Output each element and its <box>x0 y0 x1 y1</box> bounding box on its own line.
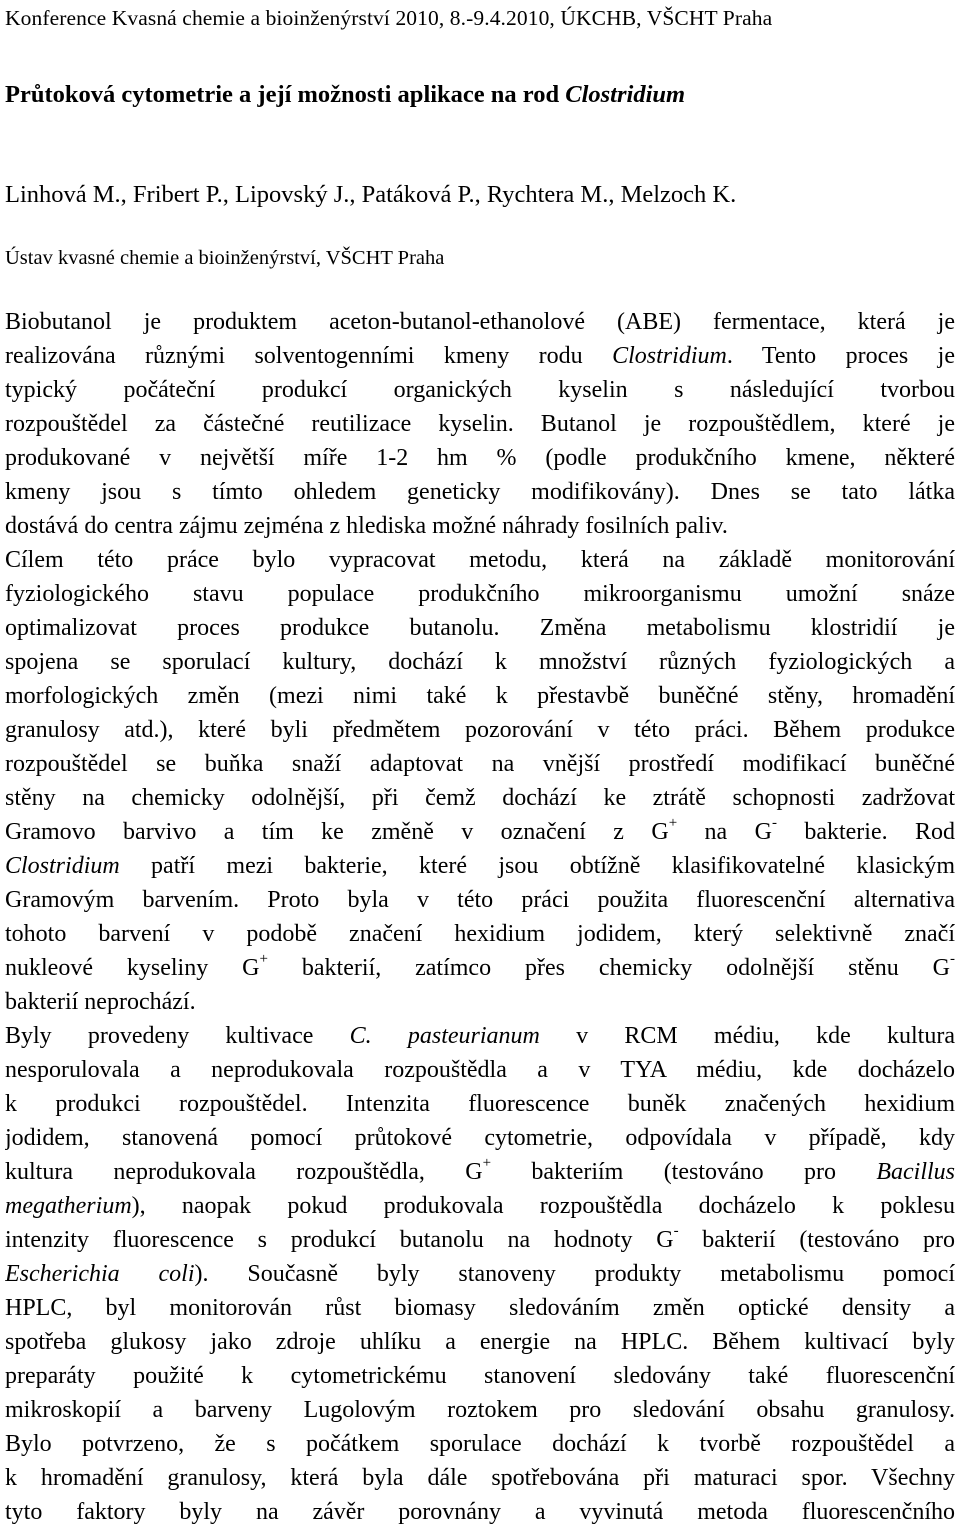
title-genus: Clostridium <box>565 81 686 108</box>
text-line: Cílem této práce bylo vypracovat metodu, která na základě monitorování <box>5 547 955 573</box>
text-line: megatherium), naopak pokud produkovala rozpouštědla docházelo k poklesu <box>5 1193 955 1219</box>
text-line: Clostridium patří mezi bakterie, které jsou obtížně klasifikovatelné klasickým <box>5 853 955 879</box>
text-line: Escherichia coli). Současně byly stanoveny produkty metabolismu pomocí <box>5 1261 955 1287</box>
text-line: fyziologického stavu populace produkčního mikroorganismu umožní snáze <box>5 581 955 607</box>
title-text: Průtoková cytometrie a její možnosti aplikace na rod <box>5 81 566 108</box>
text-line: k hromadění granulosy, která byla dále spotřebována při maturaci spor. Všechny <box>5 1465 955 1491</box>
author-list: Linhová M., Fribert P., Lipovský J., Patáková P., Rychtera M., Melzoch K. <box>5 181 737 208</box>
species-name: Escherichia coli <box>5 1261 195 1287</box>
text-line: HPLC, byl monitorován růst biomasy sledováním změn optické density a <box>5 1295 955 1321</box>
genus-name: Clostridium <box>612 343 727 369</box>
text-line: spotřeba glukosy jako zdroje uhlíku a energie na HPLC. Během kultivací byly <box>5 1329 955 1355</box>
text-line: realizována různými solventogenními kmeny rodu Clostridium. Tento proces je <box>5 343 955 369</box>
text-line: Bylo potvrzeno, že s počátkem sporulace dochází k tvorbě rozpouštědel a <box>5 1431 955 1457</box>
text-line: dostává do centra zájmu zejména z hlediska možné náhrady fosilních paliv. <box>5 513 728 539</box>
text-line: morfologických změn (mezi nimi také k přestavbě buněčné stěny, hromadění <box>5 683 955 709</box>
text-line: granulosy atd.), které byli předmětem pozorování v této práci. Během produkce <box>5 717 955 743</box>
text-line: tyto faktory byly na závěr porovnány a vyvinutá metoda fluorescenčního <box>5 1499 955 1525</box>
text-line: tohoto barvení v podobě značení hexidium jodidem, který selektivně značí <box>5 921 955 947</box>
text-line: bakterií neprochází. <box>5 989 196 1015</box>
text-line: Gramovo barvivo a tím ke změně v označení z G+ na G- bakterie. Rod <box>5 815 955 845</box>
text-line: produkované v největší míře 1-2 hm % (podle produkčního kmene, některé <box>5 445 955 471</box>
text-line: kmeny jsou s tímto ohledem geneticky modifikovány). Dnes se tato látka <box>5 479 955 505</box>
text-line: jodidem, stanovená pomocí průtokové cytometrie, odpovídala v případě, kdy <box>5 1125 955 1151</box>
text-line: intenzity fluorescence s produkcí butanolu na hodnoty G- bakterií (testováno pro <box>5 1223 955 1253</box>
text-line: Byly provedeny kultivace C. pasteurianum v RCM médiu, kde kultura <box>5 1023 955 1049</box>
text-line: spojena se sporulací kultury, dochází k množství různých fyziologických a <box>5 649 955 675</box>
conference-header: Konference Kvasná chemie a bioinženýrství 2010, 8.-9.4.2010, ÚKCHB, VŠCHT Praha <box>5 6 773 30</box>
text-line: typický počáteční produkcí organických kyselin s následující tvorbou <box>5 377 955 403</box>
text-line: stěny na chemicky odolnější, při čemž dochází ke ztrátě schopnosti zadržovat <box>5 785 955 811</box>
text-line: k produkci rozpouštědel. Intenzita fluorescence buněk značených hexidium <box>5 1091 955 1117</box>
genus-name: Clostridium <box>5 853 120 879</box>
paper-title <box>5 80 955 110</box>
species-name: megatherium <box>5 1193 132 1219</box>
species-name: C. pasteurianum <box>349 1023 540 1049</box>
text-line: kultura neprodukovala rozpouštědla, G+ bakteriím (testováno pro Bacillus <box>5 1155 955 1185</box>
text-line: nesporulovala a neprodukovala rozpouštědla a v TYA médiu, kde docházelo <box>5 1057 955 1083</box>
text-line: Gramovým barvením. Proto byla v této práci použita fluorescenční alternativa <box>5 887 955 913</box>
abstract-body <box>5 305 955 1529</box>
text-line: mikroskopií a barveny Lugolovým roztokem pro sledování obsahu granulosy. <box>5 1397 955 1423</box>
text-line: Biobutanol je produktem aceton-butanol-ethanolové (ABE) fermentace, která je <box>5 309 955 335</box>
text-line: optimalizovat proces produkce butanolu. Změna metabolismu klostridií je <box>5 615 955 641</box>
text-line: nukleové kyseliny G+ bakterií, zatímco přes chemicky odolnější stěnu G- <box>5 951 955 981</box>
text-line: rozpouštědel se buňka snaží adaptovat na vnější prostředí modifikací buněčné <box>5 751 955 777</box>
text-line: preparáty použité k cytometrickému stanovení sledovány také fluorescenční <box>5 1363 955 1389</box>
species-name: Bacillus <box>876 1159 955 1185</box>
institute-affiliation: Ústav kvasné chemie a bioinženýrství, VŠCHT Praha <box>5 247 445 269</box>
text-line: rozpouštědel za částečné reutilizace kyselin. Butanol je rozpouštědlem, které je <box>5 411 955 437</box>
